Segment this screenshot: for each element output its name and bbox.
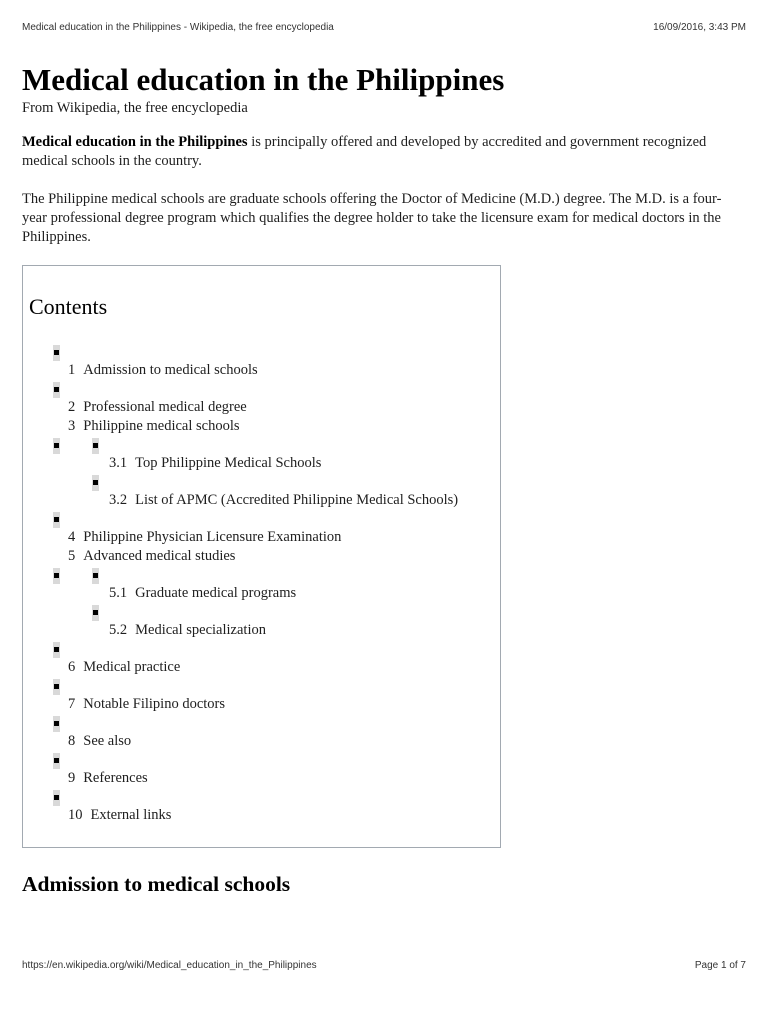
- toc-item-number: 3.2: [109, 492, 128, 508]
- toc-item-number: 10: [68, 807, 83, 823]
- degree-paragraph: The Philippine medical schools are graduate schools offering the Doctor of Medicine (M.D.) degree. The M.D. is a four-year professional degree program which qualifies the degree holder to take the licensure exam for medical doctors in the Philippines.: [22, 191, 722, 245]
- toc-item-licensure-exam[interactable]: [68, 527, 341, 547]
- toc-bullet-icon: [53, 438, 60, 454]
- table-of-contents: [22, 265, 501, 848]
- toc-item-label: Top Philippine Medical Schools: [135, 455, 322, 471]
- toc-item-label: Philippine Physician Licensure Examination: [83, 529, 342, 545]
- toc-item-label: List of APMC (Accredited Philippine Medical Schools): [135, 492, 459, 508]
- toc-item-professional-degree[interactable]: [68, 397, 247, 417]
- toc-bullet-icon: [53, 679, 60, 695]
- print-footer-page-number: Page 1 of 7: [694, 960, 746, 971]
- toc-item-top-schools[interactable]: [109, 453, 321, 473]
- toc-item-number: 5.2: [109, 622, 128, 638]
- toc-item-number: 8: [68, 733, 76, 749]
- toc-title: Contents: [29, 294, 108, 319]
- toc-bullet-icon: [92, 438, 99, 454]
- toc-item-number: 3: [68, 418, 76, 434]
- toc-item-specialization[interactable]: [109, 620, 266, 640]
- toc-bullet-icon: [53, 642, 60, 658]
- toc-bullet-icon: [53, 716, 60, 732]
- intro-bold-term: Medical education in the Philippines: [22, 134, 248, 150]
- print-header-datetime: 16/09/2016, 3:43 PM: [653, 22, 746, 33]
- toc-item-number: 5: [68, 548, 76, 564]
- toc-item-label: See also: [83, 733, 132, 749]
- toc-item-graduate-programs[interactable]: [109, 583, 296, 603]
- toc-item-label: Medical specialization: [135, 622, 266, 638]
- toc-bullet-icon: [53, 568, 60, 584]
- toc-item-number: 2: [68, 399, 76, 415]
- toc-item-number: 4: [68, 529, 76, 545]
- print-footer: [22, 960, 746, 971]
- toc-bullet-icon: [92, 605, 99, 621]
- section-heading-admission: Admission to medical schools: [22, 872, 291, 896]
- page-title: Medical education in the Philippines: [22, 62, 505, 97]
- toc-item-label: Philippine medical schools: [83, 418, 240, 434]
- toc-item-label: External links: [90, 807, 172, 823]
- site-tagline: From Wikipedia, the free encyclopedia: [22, 100, 248, 116]
- toc-bullet-icon: [92, 568, 99, 584]
- print-header: [22, 22, 746, 33]
- toc-item-references[interactable]: [68, 768, 148, 788]
- toc-item-label: Graduate medical programs: [135, 585, 297, 601]
- toc-item-label: References: [83, 770, 148, 786]
- toc-item-number: 7: [68, 696, 76, 712]
- toc-item-label: Professional medical degree: [83, 399, 247, 415]
- toc-item-see-also[interactable]: [68, 731, 131, 751]
- toc-item-label: Notable Filipino doctors: [83, 696, 226, 712]
- toc-bullet-icon: [92, 475, 99, 491]
- print-header-title: Medical education in the Philippines - Wikipedia, the free encyclopedia: [22, 22, 334, 33]
- toc-item-apmc-list[interactable]: [109, 490, 458, 510]
- toc-item-notable-doctors[interactable]: [68, 694, 225, 714]
- toc-item-number: 9: [68, 770, 76, 786]
- toc-item-medical-schools[interactable]: [68, 416, 240, 436]
- intro-text: is principally offered and developed by accredited and government recognized medical schools in the country.: [22, 134, 707, 169]
- toc-item-number: 3.1: [109, 455, 128, 471]
- toc-bullet-icon: [53, 753, 60, 769]
- toc-item-admission[interactable]: [68, 360, 258, 380]
- print-footer-url: https://en.wikipedia.org/wiki/Medical_education_in_the_Philippines: [22, 960, 317, 971]
- toc-item-label: Medical practice: [83, 659, 181, 675]
- toc-item-label: Advanced medical studies: [83, 548, 236, 564]
- toc-item-advanced-studies[interactable]: [68, 546, 235, 566]
- toc-item-number: 1: [68, 362, 76, 378]
- toc-item-medical-practice[interactable]: [68, 657, 180, 677]
- toc-item-label: Admission to medical schools: [83, 362, 258, 378]
- toc-bullet-icon: [53, 790, 60, 806]
- toc-item-number: 6: [68, 659, 76, 675]
- intro-paragraph: [22, 133, 744, 171]
- toc-item-number: 5.1: [109, 585, 128, 601]
- toc-bullet-icon: [53, 345, 60, 361]
- toc-bullet-icon: [53, 512, 60, 528]
- toc-item-external-links[interactable]: [68, 805, 171, 825]
- toc-bullet-icon: [53, 382, 60, 398]
